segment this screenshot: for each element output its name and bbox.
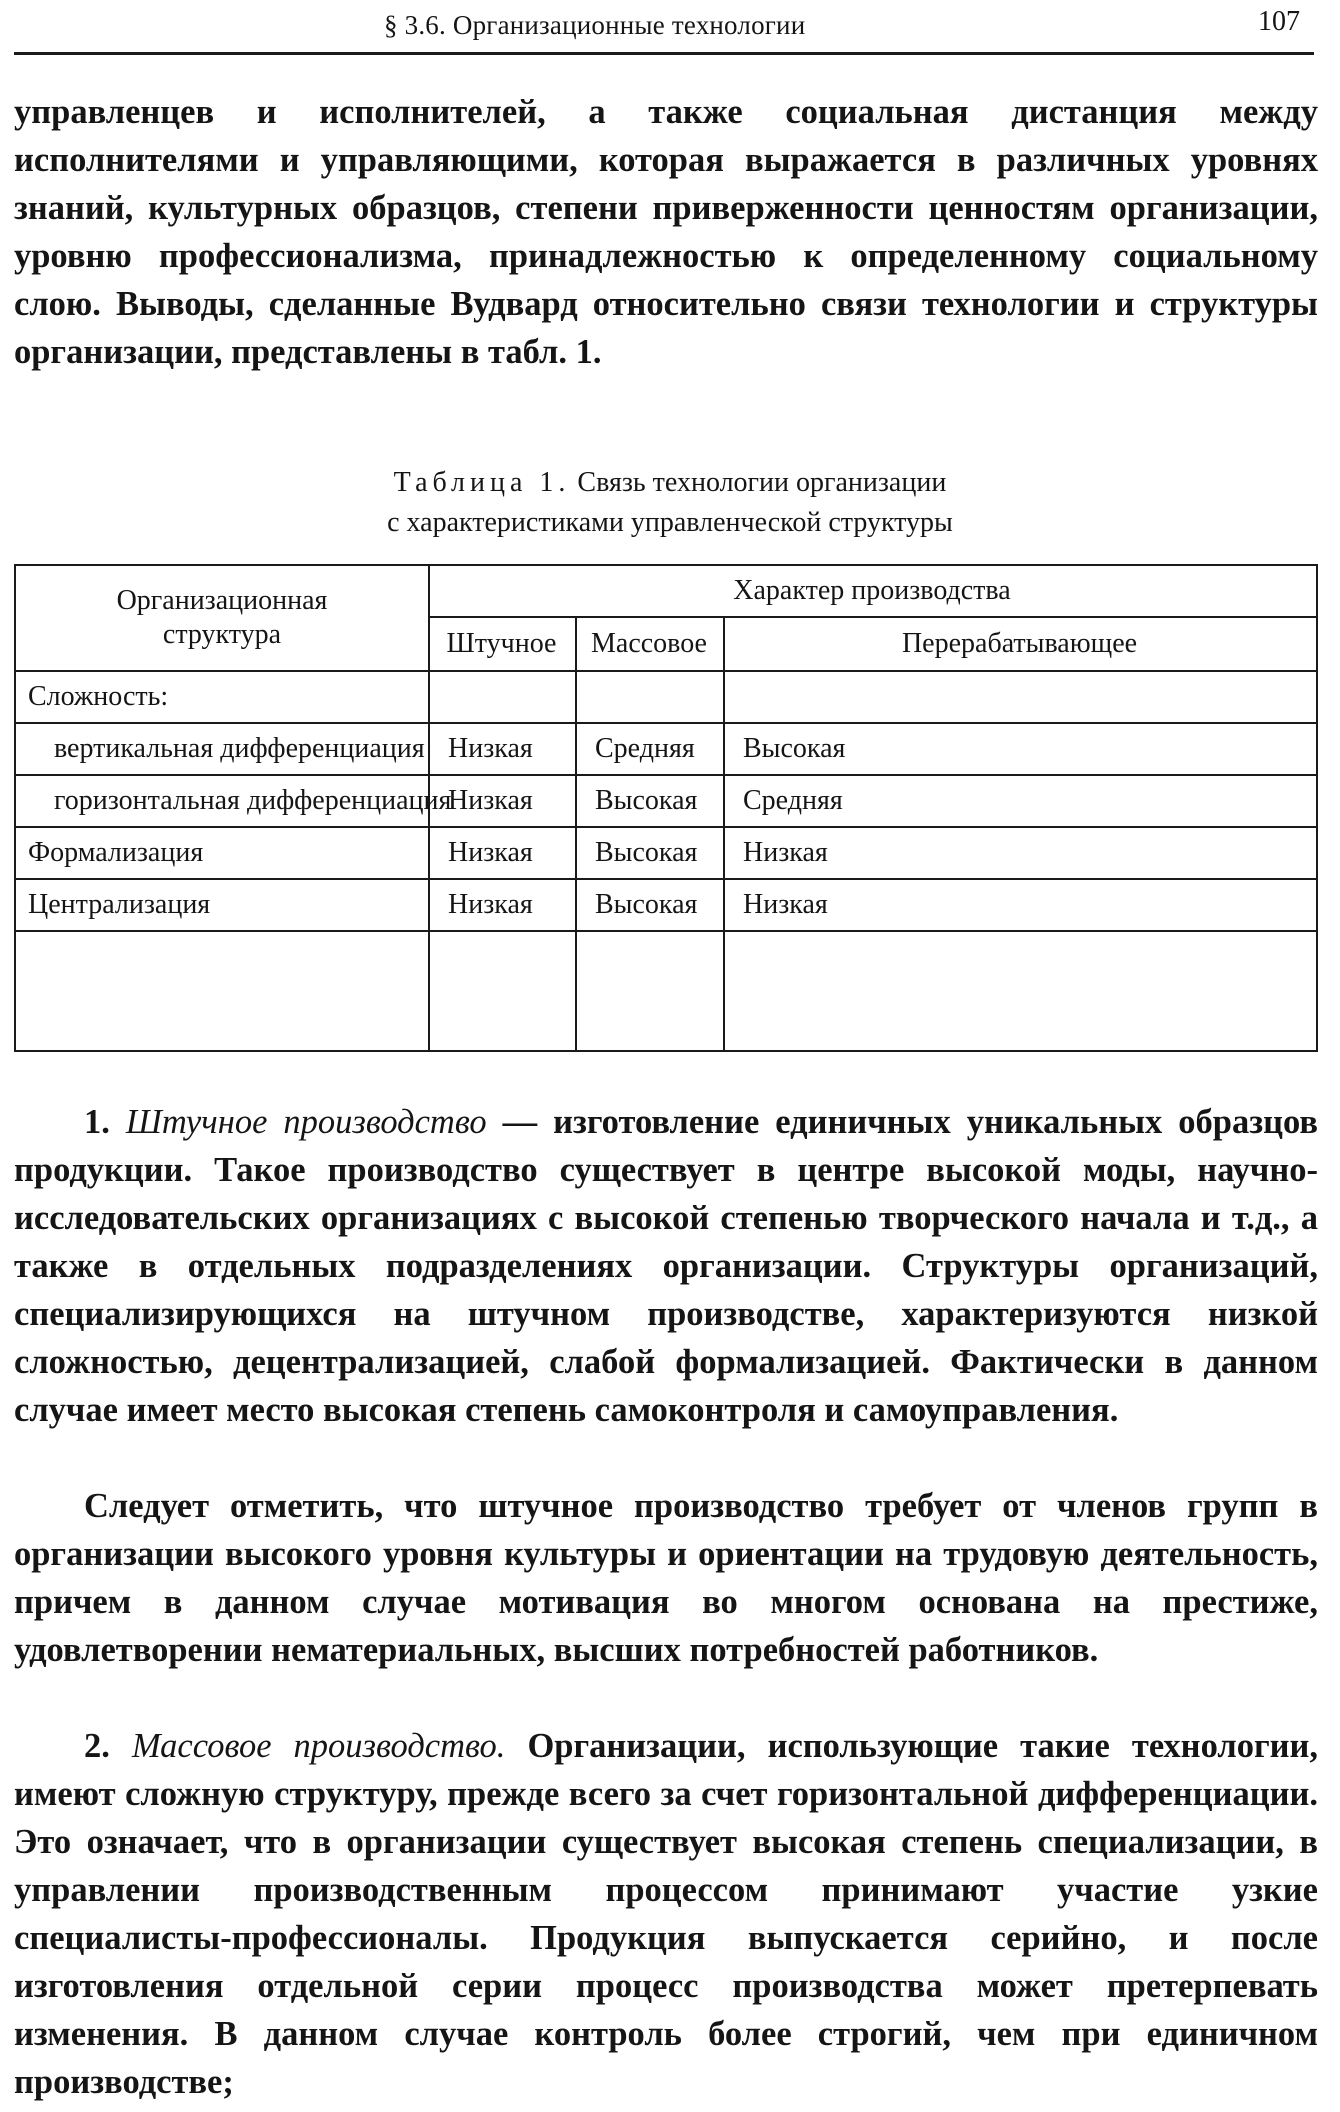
table-cell: Высокая (595, 837, 698, 868)
list-number: 1. (84, 1103, 126, 1141)
table-divider (575, 616, 577, 1050)
table-caption-line-1 (0, 464, 1340, 502)
paragraph-piece-production (14, 1098, 1318, 1434)
table-cell: Низкая (448, 889, 533, 920)
page-number: 107 (1258, 6, 1300, 37)
table-cell: Средняя (595, 733, 695, 764)
table-row-label: вертикальная дифференциация (54, 733, 425, 764)
paragraph-note: Следует отметить, что штучное производство требует от членов групп в организации высокого уровня культуры и ориентации на трудовую деятельность, причем в данном случае мотивация во многом основана на престиже, удовлетворении нематериальных, высших потребностей работников. (14, 1487, 1318, 1669)
technology-structure-table (14, 564, 1318, 1052)
running-header (14, 4, 1314, 55)
table-header-structure-line-1: Организационная (116, 585, 328, 616)
table-row-label: Формализация (28, 837, 204, 868)
table-row-label: Сложность: (28, 681, 169, 712)
table-cell: Низкая (743, 889, 828, 920)
table-caption-line-2: с характеристиками управленческой структуры (387, 507, 953, 538)
table-cell: Низкая (448, 785, 533, 816)
paragraph-intro: управленцев и исполнителей, а также социальная дистанция между исполнителями и управляющими, которая выражается в различных уровнях знаний, культурных образцов, степени приверженности ценностям организации, уровню профессионализма, принадлежностью к определенному социальному слою. Выводы, сделанные Вудвард относительно связи технологии и структуры организации, представлены в табл. 1. (14, 93, 1318, 371)
table-header-production-type: Характер производства (733, 575, 1011, 606)
table-cell: Низкая (743, 837, 828, 868)
term-piece-production: Штучное производство (125, 1103, 487, 1141)
table-header-structure (16, 578, 428, 658)
table-column-header: Штучное (446, 628, 557, 659)
table-divider (16, 930, 1316, 932)
list-number: 2. (84, 1727, 132, 1765)
table-cell: Высокая (595, 889, 698, 920)
table-cell: Высокая (595, 785, 698, 816)
paragraph-text: — изготовление единичных уникальных образцов продукции. Такое производство существует в центре высокой моды, научно-исследовательских организациях с высокой степенью творческого начала и т.д., а также в отдельных подразделениях организации. Структуры организаций, специализирующихся на штучном производстве, характеризуются низкой сложностью, децентрализацией, слабой формализацией. Фактически в данном случае имеет место высокая степень самоконтроля и самоуправления. (14, 1103, 1319, 1429)
table-column-header: Перерабатывающее (901, 628, 1138, 659)
table-caption-title: Связь технологии организации (570, 467, 947, 498)
table-column-header: Массовое (591, 628, 707, 659)
table-divider (723, 616, 725, 1050)
table-cell: Средняя (743, 785, 843, 816)
paragraph-mass-production (14, 1722, 1318, 2106)
table-row-label: Централизация (28, 889, 211, 920)
running-title: § 3.6. Организационные технологии (384, 10, 806, 40)
table-header-structure-line-2: структура (162, 619, 282, 650)
table-cell: Высокая (743, 733, 846, 764)
table-cell: Низкая (448, 837, 533, 868)
paragraph-text: Организации, использующие такие технологии, имеют сложную структуру, прежде всего за счет горизонтальной дифференциации. Это означает, что в организации существует высокая степень специализации, в управлении производственным процессом принимают участие узкие специалисты-профессионалы. Продукция выпускается серийно, и после изготовления отдельной серии процесс производства может претерпевать изменения. В данном случае контроль более строгий, чем при единичном производстве; (14, 1727, 1319, 2101)
table-row-label: горизонтальная дифференциация (54, 785, 452, 816)
table-caption-label: Таблица 1. (393, 467, 571, 498)
term-mass-production: Массовое производство. (131, 1727, 506, 1765)
table-cell: Низкая (448, 733, 533, 764)
